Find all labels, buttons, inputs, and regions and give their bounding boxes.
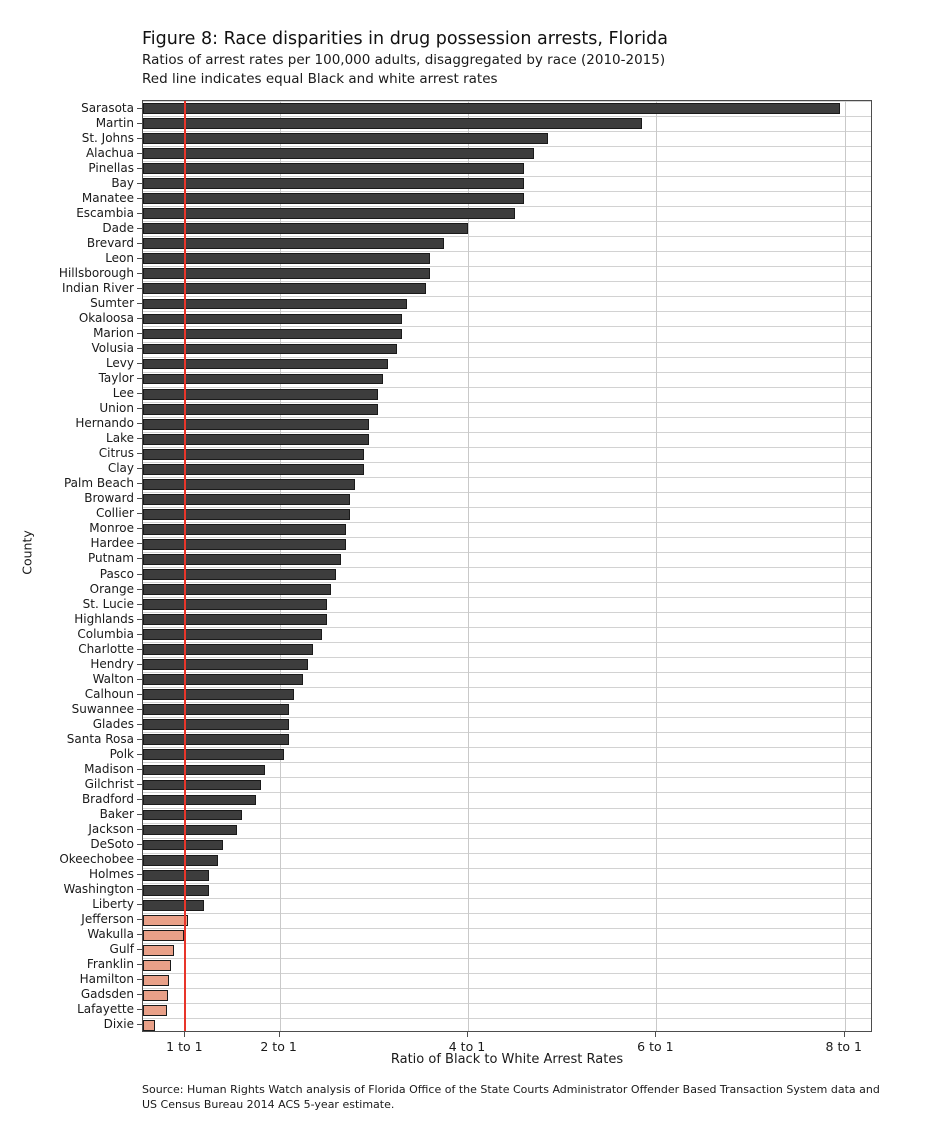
gridline-horizontal <box>143 988 871 989</box>
y-tick-label: Pinellas <box>88 160 134 175</box>
bar <box>143 314 402 325</box>
y-tick-label: Walton <box>92 671 134 686</box>
y-tick-label: Jackson <box>88 822 134 837</box>
y-tick-mark <box>137 378 142 379</box>
bar <box>143 734 289 745</box>
x-tick-label: 1 to 1 <box>166 1039 203 1054</box>
y-tick-label: Taylor <box>98 371 134 386</box>
y-tick-mark <box>137 694 142 695</box>
gridline-horizontal <box>143 1003 871 1004</box>
y-tick-label: Dixie <box>103 1017 134 1032</box>
bar <box>143 238 444 249</box>
y-tick-label: Putnam <box>88 551 134 566</box>
title-block <box>142 28 922 89</box>
bar <box>143 945 174 956</box>
bar <box>143 855 218 866</box>
gridline-horizontal <box>143 792 871 793</box>
y-tick-label: Volusia <box>91 341 134 356</box>
y-tick-mark <box>137 739 142 740</box>
x-tick-mark <box>279 1032 280 1037</box>
bar <box>143 930 184 941</box>
gridline-horizontal <box>143 206 871 207</box>
y-tick-mark <box>137 498 142 499</box>
y-tick-label: Dade <box>102 220 134 235</box>
bar <box>143 163 524 174</box>
gridline-horizontal <box>143 747 871 748</box>
y-tick-mark <box>137 198 142 199</box>
y-tick-mark <box>137 889 142 890</box>
bar <box>143 208 515 219</box>
bar <box>143 960 171 971</box>
y-tick-label: Hernando <box>75 416 134 431</box>
bar <box>143 1020 155 1031</box>
y-tick-mark <box>137 483 142 484</box>
x-axis-title: Ratio of Black to White Arrest Rates <box>390 1052 624 1067</box>
gridline-horizontal <box>143 447 871 448</box>
y-tick-mark <box>137 844 142 845</box>
reference-line <box>184 101 186 1031</box>
gridline-horizontal <box>143 281 871 282</box>
gridline-horizontal <box>143 853 871 854</box>
y-tick-mark <box>137 724 142 725</box>
y-tick-mark <box>137 964 142 965</box>
gridline-horizontal <box>143 928 871 929</box>
y-tick-mark <box>137 679 142 680</box>
bar <box>143 148 534 159</box>
bar <box>143 795 256 806</box>
gridline-horizontal <box>143 372 871 373</box>
y-tick-label: Escambia <box>76 205 134 220</box>
y-tick-mark <box>137 574 142 575</box>
bar <box>143 449 364 460</box>
y-tick-label: Hamilton <box>79 972 134 987</box>
bar <box>143 915 188 926</box>
bar <box>143 659 308 670</box>
y-tick-mark <box>137 558 142 559</box>
gridline-horizontal <box>143 808 871 809</box>
y-tick-label: Gadsden <box>80 987 134 1002</box>
bar <box>143 719 289 730</box>
bar <box>143 299 407 310</box>
gridline-horizontal <box>143 597 871 598</box>
y-tick-mark <box>137 438 142 439</box>
y-tick-mark <box>137 814 142 815</box>
bar <box>143 975 169 986</box>
y-tick-mark <box>137 994 142 995</box>
bar <box>143 900 204 911</box>
y-tick-mark <box>137 1009 142 1010</box>
gridline-horizontal <box>143 417 871 418</box>
gridline-horizontal <box>143 762 871 763</box>
bar <box>143 885 209 896</box>
gridline-horizontal <box>143 732 871 733</box>
y-tick-label: Gilchrist <box>84 776 134 791</box>
y-tick-label: St. Lucie <box>82 596 134 611</box>
y-tick-mark <box>137 859 142 860</box>
bar <box>143 118 642 129</box>
x-tick-mark <box>844 1032 845 1037</box>
gridline-horizontal <box>143 296 871 297</box>
y-tick-label: Marion <box>93 326 134 340</box>
bar <box>143 524 346 535</box>
y-tick-label: Holmes <box>88 867 134 882</box>
gridline-horizontal <box>143 717 871 718</box>
y-tick-mark <box>137 423 142 424</box>
gridline-horizontal <box>143 657 871 658</box>
y-tick-label: Okeechobee <box>59 852 134 867</box>
y-tick-mark <box>137 619 142 620</box>
y-tick-label: Columbia <box>77 626 134 641</box>
bar <box>143 674 303 685</box>
bar <box>143 479 355 490</box>
gridline-horizontal <box>143 251 871 252</box>
x-tick-label: 8 to 1 <box>825 1039 862 1054</box>
y-tick-label: Bradford <box>81 792 134 806</box>
gridline-horizontal <box>143 823 871 824</box>
gridline-horizontal <box>143 612 871 613</box>
y-tick-mark <box>137 829 142 830</box>
gridline-horizontal <box>143 687 871 688</box>
y-tick-label: Liberty <box>92 897 134 912</box>
y-tick-mark <box>137 934 142 935</box>
y-tick-mark <box>137 288 142 289</box>
bar <box>143 644 313 655</box>
gridline-vertical <box>845 101 846 1031</box>
y-tick-label: Bay <box>111 175 134 190</box>
y-tick-label: Glades <box>92 716 134 731</box>
y-tick-label: Highlands <box>74 611 134 626</box>
y-tick-label: Baker <box>99 807 134 822</box>
x-tick-mark <box>467 1032 468 1037</box>
y-tick-mark <box>137 348 142 349</box>
y-tick-label: Leon <box>105 250 134 265</box>
gridline-horizontal <box>143 567 871 568</box>
y-tick-label: Wakulla <box>87 927 134 942</box>
y-tick-label: Broward <box>84 491 134 506</box>
bar <box>143 359 388 370</box>
y-tick-label: Collier <box>95 506 134 521</box>
bar <box>143 329 402 340</box>
bar <box>143 840 223 851</box>
gridline-horizontal <box>143 913 871 914</box>
y-tick-label: Suwannee <box>71 701 134 716</box>
y-tick-mark <box>137 754 142 755</box>
bar <box>143 554 341 565</box>
y-tick-mark <box>137 468 142 469</box>
y-tick-label: Charlotte <box>78 641 134 656</box>
bar <box>143 599 327 610</box>
y-tick-mark <box>137 363 142 364</box>
x-tick-mark <box>184 1032 185 1037</box>
gridline-horizontal <box>143 131 871 132</box>
y-tick-label: Calhoun <box>84 686 134 701</box>
y-tick-label: Levy <box>105 356 134 371</box>
bar <box>143 614 327 625</box>
gridline-horizontal <box>143 387 871 388</box>
y-tick-label: Polk <box>109 746 134 761</box>
chart-note: Red line indicates equal Black and white arrest rates <box>142 71 498 87</box>
source-note: Source: Human Rights Watch analysis of Florida Office of the State Courts Administrator Offender Based Transaction System data and US Census Bureau 2014 ACS 5-year estimate. <box>142 1083 880 1111</box>
chart-title: Figure 8: Race disparities in drug possession arrests, Florida <box>142 29 668 49</box>
bar <box>143 103 840 114</box>
gridline-horizontal <box>143 868 871 869</box>
gridline-horizontal <box>143 116 871 117</box>
y-tick-label: Alachua <box>85 145 134 160</box>
y-tick-mark <box>137 243 142 244</box>
y-tick-label: Washington <box>63 882 134 897</box>
y-tick-mark <box>137 123 142 124</box>
y-tick-label: Madison <box>84 761 134 776</box>
y-tick-label: Jefferson <box>81 912 134 927</box>
y-tick-mark <box>137 513 142 514</box>
y-tick-mark <box>137 799 142 800</box>
y-tick-mark <box>137 664 142 665</box>
y-tick-label: St. Johns <box>81 130 134 145</box>
y-tick-mark <box>137 589 142 590</box>
bar <box>143 434 369 445</box>
bar <box>143 990 168 1001</box>
y-tick-mark <box>137 649 142 650</box>
y-tick-mark <box>137 904 142 905</box>
gridline-horizontal <box>143 462 871 463</box>
y-axis-title: County <box>19 530 35 575</box>
y-tick-mark <box>137 333 142 334</box>
y-tick-label: Union <box>99 401 134 416</box>
gridline-horizontal <box>143 537 871 538</box>
y-tick-label: Manatee <box>81 190 134 205</box>
chart-subtitle: Ratios of arrest rates per 100,000 adults, disaggregated by race (2010-2015) <box>142 52 666 68</box>
y-tick-mark <box>137 784 142 785</box>
gridline-horizontal <box>143 943 871 944</box>
y-tick-mark <box>137 168 142 169</box>
y-tick-mark <box>137 273 142 274</box>
bar <box>143 404 378 415</box>
bar <box>143 344 397 355</box>
y-tick-label: Palm Beach <box>63 476 134 491</box>
y-tick-mark <box>137 153 142 154</box>
y-tick-mark <box>137 228 142 229</box>
y-tick-label: Hillsborough <box>58 265 134 280</box>
gridline-horizontal <box>143 221 871 222</box>
y-tick-label: Brevard <box>86 235 134 250</box>
gridline-horizontal <box>143 161 871 162</box>
y-tick-mark <box>137 303 142 304</box>
bar <box>143 133 548 144</box>
gridline-horizontal <box>143 522 871 523</box>
gridline-horizontal <box>143 898 871 899</box>
y-tick-mark <box>137 769 142 770</box>
bar <box>143 780 261 791</box>
y-tick-label: Hendry <box>90 656 134 671</box>
y-tick-mark <box>137 949 142 950</box>
y-tick-label: Clay <box>107 461 134 476</box>
plot-area <box>142 100 872 1032</box>
y-tick-mark <box>137 213 142 214</box>
y-tick-mark <box>137 183 142 184</box>
y-tick-label: Sarasota <box>81 100 134 115</box>
y-tick-mark <box>137 1024 142 1025</box>
gridline-horizontal <box>143 582 871 583</box>
gridline-horizontal <box>143 357 871 358</box>
bar <box>143 704 289 715</box>
y-tick-label: Citrus <box>98 446 134 461</box>
gridline-vertical <box>656 101 657 1031</box>
gridline-horizontal <box>143 702 871 703</box>
bar <box>143 464 364 475</box>
bar <box>143 193 524 204</box>
y-tick-label: Lee <box>112 386 134 401</box>
gridline-horizontal <box>143 176 871 177</box>
gridline-horizontal <box>143 146 871 147</box>
y-tick-mark <box>137 634 142 635</box>
gridline-horizontal <box>143 627 871 628</box>
bar <box>143 389 378 400</box>
gridline-horizontal <box>143 101 871 102</box>
gridline-horizontal <box>143 838 871 839</box>
gridline-horizontal <box>143 883 871 884</box>
y-tick-mark <box>137 318 142 319</box>
gridline-horizontal <box>143 402 871 403</box>
gridline-horizontal <box>143 326 871 327</box>
y-tick-label: Okaloosa <box>78 310 134 325</box>
y-tick-mark <box>137 453 142 454</box>
bar <box>143 749 284 760</box>
y-tick-mark <box>137 408 142 409</box>
y-tick-mark <box>137 393 142 394</box>
y-tick-mark <box>137 919 142 920</box>
x-tick-label: 6 to 1 <box>637 1039 674 1054</box>
bar <box>143 810 242 821</box>
gridline-horizontal <box>143 552 871 553</box>
y-tick-label: Hardee <box>90 536 134 551</box>
gridline-vertical <box>468 101 469 1031</box>
gridline-horizontal <box>143 477 871 478</box>
bar <box>143 569 336 580</box>
bar <box>143 509 350 520</box>
y-tick-label: DeSoto <box>90 837 134 852</box>
y-tick-mark <box>137 709 142 710</box>
y-tick-label: Monroe <box>89 521 134 536</box>
y-tick-mark <box>137 979 142 980</box>
gridline-horizontal <box>143 973 871 974</box>
bar <box>143 223 468 234</box>
gridline-horizontal <box>143 672 871 673</box>
y-tick-label: Martin <box>95 115 134 130</box>
y-tick-mark <box>137 543 142 544</box>
bar <box>143 870 209 881</box>
y-tick-label: Franklin <box>86 957 134 972</box>
bar <box>143 1005 167 1016</box>
y-tick-label: Santa Rosa <box>66 731 134 746</box>
gridline-horizontal <box>143 342 871 343</box>
x-tick-label: 4 to 1 <box>448 1039 486 1054</box>
bar <box>143 629 322 640</box>
y-tick-label: Lafayette <box>77 1002 134 1017</box>
y-tick-mark <box>137 528 142 529</box>
bar <box>143 584 331 595</box>
y-tick-label: Lake <box>106 431 134 446</box>
y-tick-label: Gulf <box>109 942 134 957</box>
y-tick-label: Sumter <box>90 295 134 310</box>
gridline-horizontal <box>143 236 871 237</box>
gridline-horizontal <box>143 191 871 192</box>
bar <box>143 374 383 385</box>
gridline-horizontal <box>143 1018 871 1019</box>
bar <box>143 765 265 776</box>
gridline-horizontal <box>143 266 871 267</box>
y-tick-label: Orange <box>89 581 134 596</box>
y-tick-mark <box>137 258 142 259</box>
gridline-horizontal <box>143 492 871 493</box>
y-tick-label: Pasco <box>99 566 134 581</box>
x-tick-mark <box>655 1032 656 1037</box>
y-tick-label: Indian River <box>62 280 134 295</box>
gridline-horizontal <box>143 777 871 778</box>
gridline-horizontal <box>143 958 871 959</box>
y-tick-mark <box>137 108 142 109</box>
y-tick-mark <box>137 138 142 139</box>
gridline-horizontal <box>143 311 871 312</box>
gridline-horizontal <box>143 507 871 508</box>
gridline-horizontal <box>143 432 871 433</box>
y-tick-mark <box>137 874 142 875</box>
bar <box>143 419 369 430</box>
bar <box>143 178 524 189</box>
bar <box>143 689 294 700</box>
bar <box>143 494 350 505</box>
y-tick-mark <box>137 604 142 605</box>
bar <box>143 539 346 550</box>
gridline-horizontal <box>143 642 871 643</box>
x-tick-label: 2 to 1 <box>260 1039 297 1054</box>
bar <box>143 825 237 836</box>
